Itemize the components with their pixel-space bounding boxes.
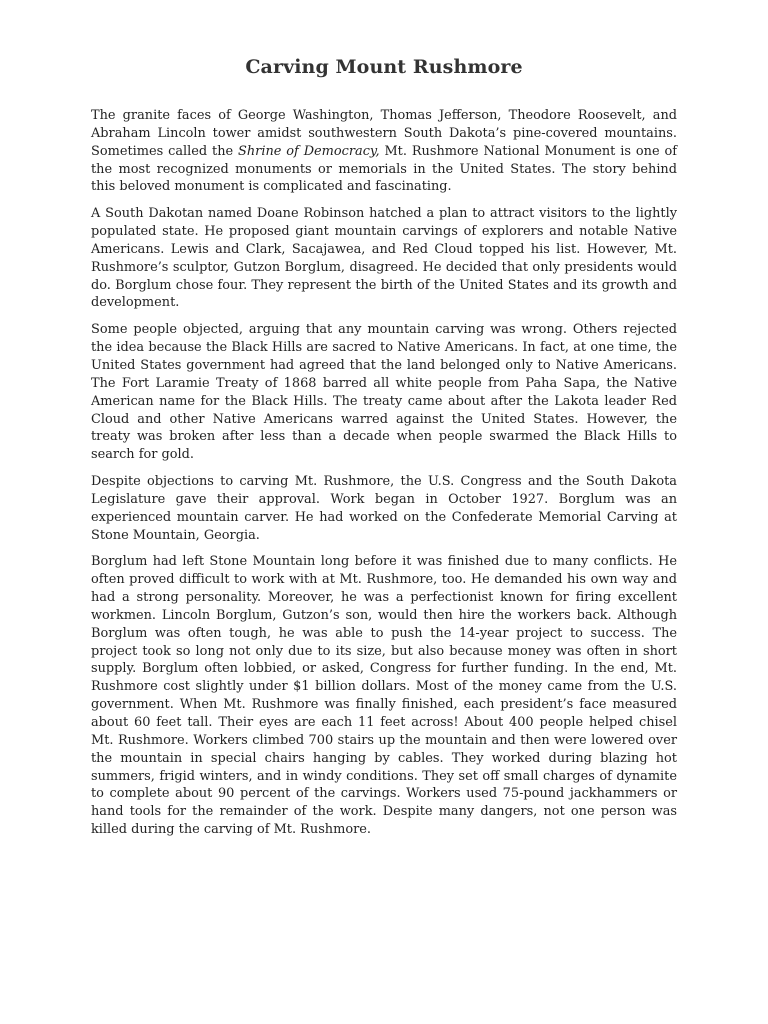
shrine-of-democracy-emphasis: Shrine of Democracy,: [238, 143, 380, 159]
paragraph-approval: Despite objections to carving Mt. Rushmore, the U.S. Congress and the South Dakota Legislature gave their approval. Work began in October 1927. Borglum was an experienced mountain carver. He had worked on the Confederate Memorial Carving at Stone Mountain, Georgia.: [91, 474, 677, 543]
paragraph-intro: [91, 107, 677, 196]
paragraph-objections: Some people objected, arguing that any mountain carving was wrong. Others rejected the idea because the Black Hills are sacred to Native Americans. In fact, at one time, the United States government had agreed that the land belonged only to Native Americans. The Fort Laramie Treaty of 1868 barred all white people from Paha Sapa, the Native American name for the Black Hills. The treaty came about after the Lakota leader Red Cloud and other Native Americans warred against the United States. However, the treaty was broken after less than a decade when people swarmed the Black Hills to search for gold.: [91, 322, 677, 463]
paragraph-intro-text-end: Mt. Rushmore National Monument is one of the most recognized monuments or memorials in the United States. The story behind this beloved monument is complicated and fascinating.: [91, 143, 677, 195]
document-body: [91, 107, 677, 848]
paragraph-robinson-plan: A South Dakotan named Doane Robinson hatched a plan to attract visitors to the lightly populated state. He proposed giant mountain carvings of explorers and notable Native Americans. Lewis and Clark, Sacajawea, and Red Cloud topped his list. However, Mt. Rushmore’s sculptor, Gutzon Borglum, disagreed. He decided that only presidents would do. Borglum chose four. They represent the birth of the United States and its growth and development.: [91, 206, 677, 311]
page-title: Carving Mount Rushmore: [245, 56, 523, 78]
paragraph-borglum-work: Borglum had left Stone Mountain long before it was finished due to many conflicts. He often proved difficult to work with at Mt. Rushmore, too. He demanded his own way and had a strong personality. Moreover, he was a perfectionist known for firing excellent workmen. Lincoln Borglum, Gutzon’s son, would then hire the workers back. Although Borglum was often tough, he was able to push the 14-year project to success. The project took so long not only due to its size, but also because money was often in short supply. Borglum often lobbied, or asked, Congress for further funding. In the end, Mt. Rushmore cost slightly under $1 billion dollars. Most of the money came from the U.S. government. When Mt. Rushmore was finally finished, each president’s face measured about 60 feet tall. Their eyes are each 11 feet across! About 400 people helped chisel Mt. Rushmore. Workers climbed 700 stairs up the mountain and then were lowered over the mountain in special chairs hanging by cables. They worked during blazing hot summers, frigid winters, and in windy conditions. They set off small charges of dynamite to complete about 90 percent of the carvings. Workers used 75-pound jackhammers or hand tools for the remainder of the work. Despite many dangers, not one person was killed during the carving of Mt. Rushmore.: [91, 554, 677, 838]
paragraph-intro-text-start: The granite faces of George Washington, Thomas Jefferson, Theodore Roosevelt, and Abraham Lincoln tower amidst southwestern South Dakota’s pine-covered mountains. Sometimes called the: [91, 108, 677, 159]
